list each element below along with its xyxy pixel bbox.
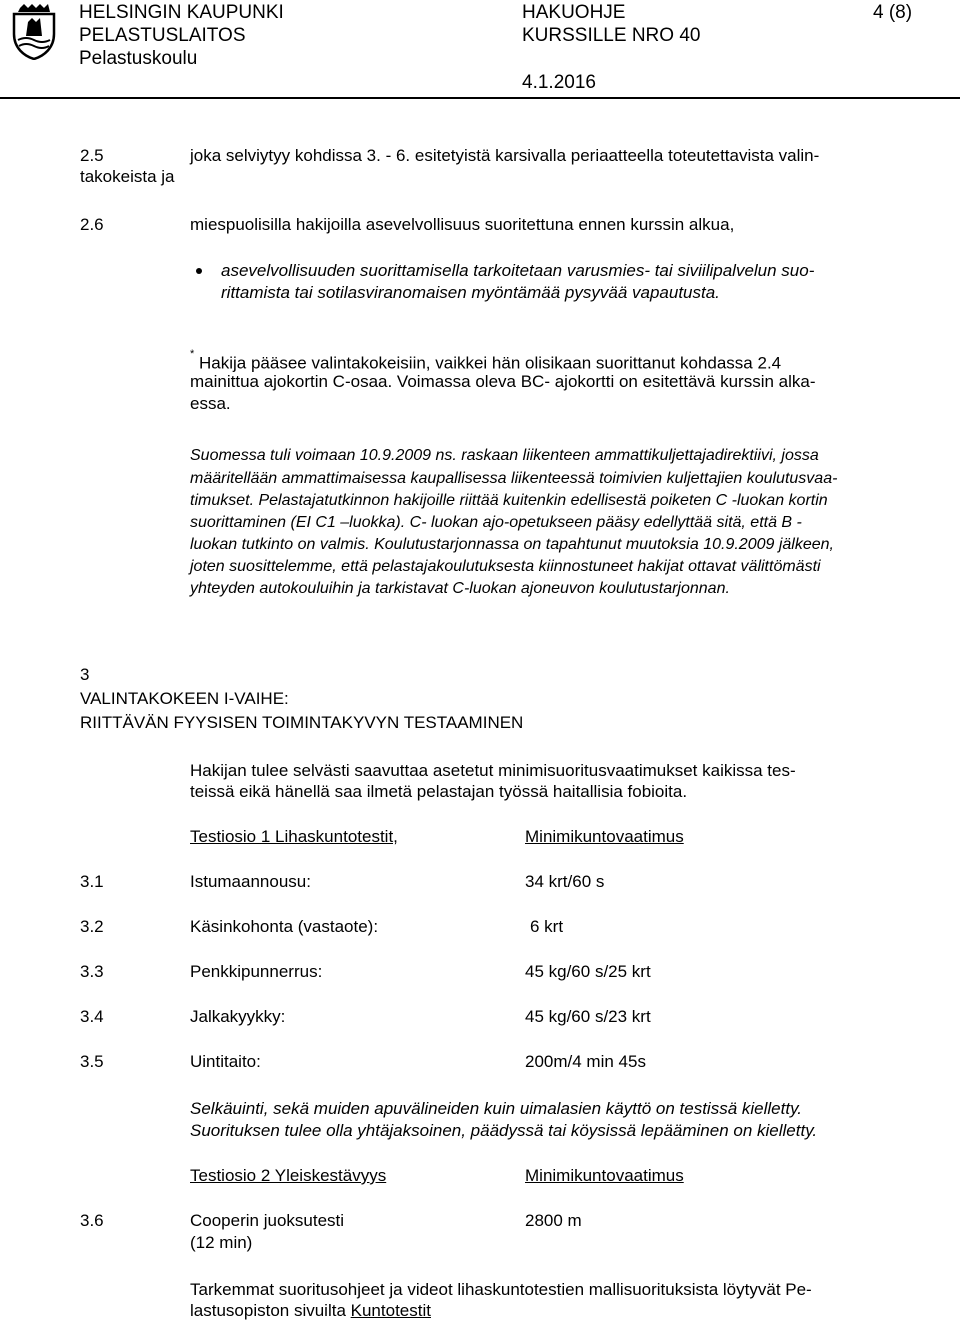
document-course: KURSSILLE NRO 40 (522, 25, 701, 46)
org-unit: Pelastuskoulu (79, 48, 198, 69)
test-row-name: Jalkakyykky: (190, 1007, 286, 1026)
asterisk-mark: * (190, 348, 195, 360)
item-2-5-number: 2.5 (80, 146, 104, 165)
test-row-number: 3.3 (80, 962, 104, 981)
item-2-6-number: 2.6 (80, 215, 104, 234)
kuntotestit-link[interactable]: Kuntotestit (350, 1301, 431, 1320)
org-name: HELSINGIN KAUPUNKI (79, 2, 284, 23)
section-intro-line2: teissä eikä hänellä saa ilmetä pelastajan työssä haitallisia fobioita. (190, 782, 688, 801)
bullet-point (196, 268, 202, 274)
directive-line4: suorittaminen (EI C1 –luokka). C- luokan ajo-opetukseen pääsy edellyttää sitä, että B - (190, 514, 802, 531)
directive-line7: yhteyden autokouluihin ja tarkistavat C-luokan ajoneuvon koulutustarjonnan. (190, 580, 730, 597)
directive-line5: luokan tutkinto on valmis. Koulutustarjonnassa on tapahtunut muutoksia 10.9.2009 jälkeen, (190, 536, 834, 553)
page-number: 4 (8) (873, 2, 913, 23)
directive-line6: joten suosittelemme, että pelastajakoulutuksesta kiinnostuneet hakijat ottavat välittömästi (190, 558, 821, 575)
item-2-5-text-line2: takokeista ja (80, 167, 175, 186)
test-row-requirement: 2800 m (525, 1211, 582, 1230)
helsinki-crest-logo (6, 2, 62, 60)
test-row-requirement: 200m/4 min 45s (525, 1052, 646, 1071)
test-row-name: Käsinkohonta (vastaote): (190, 917, 379, 936)
section-title-line1: VALINTAKOKEEN I-VAIHE: (80, 689, 289, 708)
footer-line2-text: lastusopiston sivuilta (190, 1301, 351, 1320)
test-row-number: 3.1 (80, 872, 104, 891)
test2-header-right: Minimikuntovaatimus (525, 1166, 684, 1185)
test-row-number: 3.5 (80, 1052, 104, 1071)
test-row-name: Penkkipunnerrus: (190, 962, 323, 981)
note-line1 (190, 349, 781, 374)
test1-header-left: Testiosio 1 Lihaskuntotestit, (190, 827, 398, 846)
note-line3: essa. (190, 394, 231, 413)
bullet-text-line2: rittamista tai sotilasviranomaisen myöntämää pysyvää vapautusta. (221, 283, 720, 302)
test-row-number: 3.2 (80, 917, 104, 936)
footer-line2 (190, 1300, 431, 1321)
item-2-5-text-line1: joka selviytyy kohdissa 3. - 6. esitetyistä karsivalla periaatteella toteutettavista valin- (190, 146, 820, 165)
note-line2: mainittua ajokortin C-osaa. Voimassa oleva BC- ajokortti on esitettävä kurssin alka- (190, 372, 816, 391)
section-intro-line1: Hakijan tulee selvästi saavuttaa asetetut minimisuoritusvaatimukset kaikissa tes- (190, 761, 796, 780)
directive-line3: timukset. Pelastajatutkinnon hakijoille riittää kuitenkin edellisestä poiketen C -luokan kortin (190, 492, 828, 509)
test-row-name-detail: (12 min) (190, 1233, 253, 1252)
footer-line1: Tarkemmat suoritusohjeet ja videot lihaskuntotestien mallisuorituksista löytyvät Pe- (190, 1280, 812, 1299)
section-number: 3 (80, 665, 90, 684)
test-row-requirement: 45 kg/60 s/23 krt (525, 1007, 651, 1026)
document-type: HAKUOHJE (522, 2, 626, 23)
test-row-number: 3.4 (80, 1007, 104, 1026)
header-divider (0, 97, 960, 99)
org-department: PELASTUSLAITOS (79, 25, 246, 46)
directive-line2: määritellään ammattimaisessa kaupallisessa liikenteessä toimivien kuljettajien koulutusvaa- (190, 470, 838, 487)
section-title-line2: RIITTÄVÄN FYYSISEN TOIMINTAKYVYN TESTAAMINEN (80, 713, 524, 732)
document-date: 4.1.2016 (522, 72, 596, 93)
test-row-requirement: 45 kg/60 s/25 krt (525, 962, 651, 981)
test-row-requirement: 34 krt/60 s (525, 872, 605, 891)
item-2-6-text: miespuolisilla hakijoilla asevelvollisuus suoritettuna ennen kurssin alkua, (190, 215, 735, 234)
test-row-requirement: 6 krt (530, 917, 564, 936)
test-row-number: 3.6 (80, 1211, 104, 1230)
test-row-name: Istumaannousu: (190, 872, 311, 891)
test2-header-left: Testiosio 2 Yleiskestävyys (190, 1166, 387, 1185)
bullet-text-line1: asevelvollisuuden suorittamisella tarkoitetaan varusmies- tai siviilipalvelun suo- (221, 261, 815, 280)
swim-note-line1: Selkäuinti, sekä muiden apuvälineiden kuin uimalasien käyttö on testissä kielletty. (190, 1099, 803, 1118)
test-row-name: Cooperin juoksutesti (190, 1211, 345, 1230)
test-row-name: Uintitaito: (190, 1052, 261, 1071)
swim-note-line2: Suorituksen tulee olla yhtäjaksoinen, päädyssä tai köysissä lepääminen on kielletty. (190, 1121, 818, 1140)
test1-header-right: Minimikuntovaatimus (525, 827, 684, 846)
directive-line1: Suomessa tuli voimaan 10.9.2009 ns. raskaan liikenteen ammattikuljettajadirektiivi, jossa (190, 447, 819, 464)
note-line1-text: Hakija pääsee valintakokeisiin, vaikkei hän olisikaan suorittanut kohdassa 2.4 (194, 353, 782, 373)
